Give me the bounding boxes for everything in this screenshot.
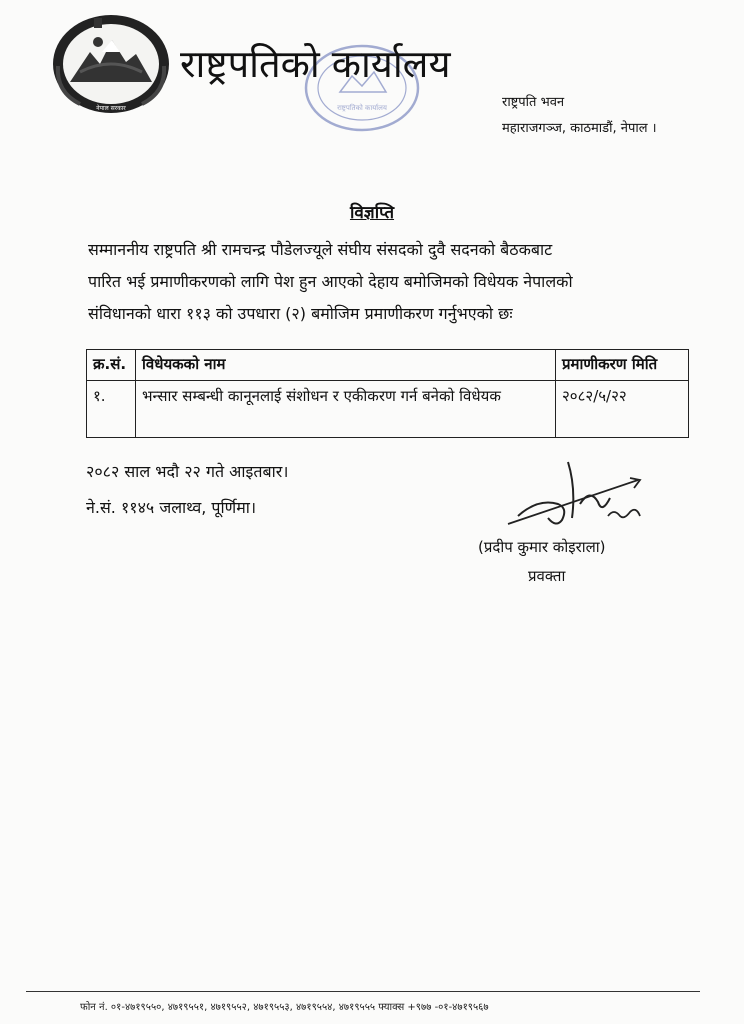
header-bill-name: विधेयकको नाम [136,350,556,381]
cell-cert-date: २०८२/५/२२ [556,381,689,438]
notice-heading: विज्ञप्ति [349,203,395,223]
cell-serial: १. [87,381,136,438]
stamp-text: राष्ट्रपतिको कार्यालय [337,104,387,112]
paragraph-line-1: सम्माननीय राष्ट्रपति श्री रामचन्द्र पौडेलज्यूले संघीय संसदको दुवै सदनको बैठकबाट [88,240,553,259]
bs-date: २०८२ साल भदौ २२ गते आइतबार। [86,462,289,481]
paragraph-line-3: संविधानको धारा ११३ को उपधारा (२) बमोजिम प्रमाणीकरण गर्नुभएको छः [88,304,513,323]
emblem-caption: नेपाल सरकार [96,105,126,112]
address-line-2: महाराजगञ्ज, काठमाडौं, नेपाल । [502,121,657,136]
office-title: राष्ट्रपतिको कार्यालय [180,42,451,86]
header-cert-date: प्रमाणीकरण मिति [556,350,689,381]
notice-heading-wrapper [0,200,744,223]
signer-role: प्रवक्ता [528,567,566,585]
handwritten-signature [498,458,658,536]
address-line-1: राष्ट्रपति भवन [502,95,565,110]
signer-name: (प्रदीप कुमार कोइराला) [478,538,606,556]
ns-date: ने.सं. ११४५ जलाथ्व, पूर्णिमा। [86,498,257,517]
table-header-row [87,350,689,381]
header-serial: क्र.सं. [87,350,136,381]
footer-contact: फोन नं. ०१-४७१९५५०, ४७१९५५१, ४७१९५५२, ४७१९५५३, ४७१९५५४, ४७१९५५५ फ्याक्स +९७७ -०१-४७१९५६७ [80,1002,489,1013]
national-emblem-logo [50,12,172,116]
table-row [87,381,689,438]
paragraph-line-2: पारित भई प्रमाणीकरणको लागि पेश हुन आएको देहाय बमोजिमको विधेयक नेपालको [88,272,573,291]
footer-divider [26,991,700,992]
bill-table [86,349,689,438]
cell-bill-name: भन्सार सम्बन्धी कानूनलाई संशोधन र एकीकरण गर्न बनेको विधेयक [136,381,556,438]
